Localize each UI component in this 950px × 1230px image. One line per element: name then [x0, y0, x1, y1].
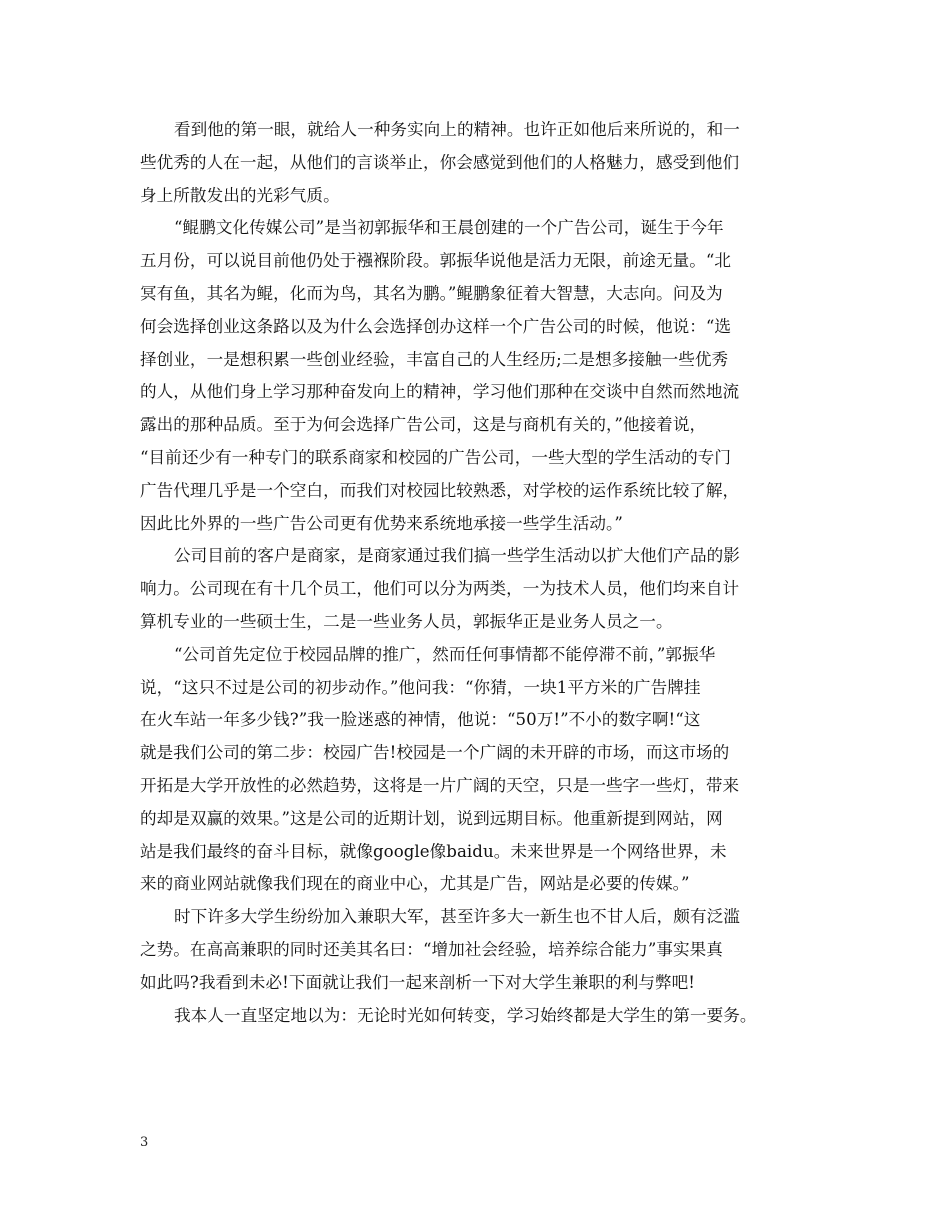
text-line: “公司首先定位于校园品牌的推广，然而任何事情都不能停滞不前，”郭振华: [174, 644, 716, 664]
page-number: 3: [140, 1135, 149, 1150]
text-line: 何会选择创业这条路以及为什么会选择创办这样一个广告公司的时候，他说：“选: [140, 316, 732, 336]
text-line: 身上所散发出的光彩气质。: [140, 185, 340, 205]
text-line: 之势。在高高兼职的同时还美其名曰：“增加社会经验，培养综合能力”事实果真: [140, 939, 723, 959]
text-line: 的人，从他们身上学习那种奋发向上的精神，学习他们那种在交谈中自然而然地流: [140, 382, 740, 402]
text-line: 如此吗?我看到未必!下面就让我们一起来剖析一下对大学生兼职的利与弊吧!: [140, 972, 695, 992]
text-line: 五月份，可以说目前他仍处于襁褓阶段。郭振华说他是活力无限，前途无量。“北: [140, 251, 732, 271]
text-line: 站是我们最终的奋斗目标，就像google像baidu。未来世界是一个网络世界，未: [140, 841, 727, 861]
text-line: 广告代理几乎是一个空白，而我们对校园比较熟悉，对学校的运作系统比较了解，: [140, 480, 740, 500]
text-line: 因此比外界的一些广告公司更有优势来系统地承接一些学生活动。”: [140, 513, 623, 533]
text-line: 响力。公司现在有十几个员工，他们可以分为两类，一为技术人员，他们均来自计: [140, 579, 740, 599]
text-line: 公司目前的客户是商家，是商家通过我们搞一些学生活动以扩大他们产品的影: [174, 546, 740, 566]
text-line: 开拓是大学开放性的必然趋势，这将是一片广阔的天空，只是一些字一些灯，带来: [140, 775, 740, 795]
text-line: 的却是双赢的效果。”这是公司的近期计划，说到远期目标。他重新提到网站，网: [140, 808, 723, 828]
text-line: 我本人一直坚定地以为：无论时光如何转变，学习始终都是大学生的第一要务。: [174, 1005, 757, 1025]
text-line: 来的商业网站就像我们现在的商业中心，尤其是广告，网站是必要的传媒。”: [140, 874, 690, 894]
text-line: 冥有鱼，其名为鲲，化而为鸟，其名为鹏。”鲲鹏象征着大智慧，大志向。问及为: [140, 283, 723, 303]
body-text: [140, 114, 812, 1032]
text-line: 露出的那种品质。至于为何会选择广告公司，这是与商机有关的，”他接着说，: [140, 415, 707, 435]
text-line: 算机专业的一些硕士生，二是一些业务人员，郭振华正是业务人员之一。: [140, 611, 673, 631]
text-line: 在火车站一年多少钱?”我一脸迷惑的神情，他说：“50万!”不小的数字啊!“这: [140, 710, 701, 730]
text-line: 说，“这只不过是公司的初步动作。”他问我：“你猜，一块1平方米的广告牌挂: [140, 677, 701, 697]
text-line: 择创业，一是想积累一些创业经验，丰富自己的人生经历;二是想多接触一些优秀: [140, 349, 729, 369]
text-line: 些优秀的人在一起，从他们的言谈举止，你会感觉到他们的人格魅力，感受到他们: [140, 152, 740, 172]
text-line: 看到他的第一眼，就给人一种务实向上的精神。也许正如他后来所说的，和一: [174, 120, 740, 139]
text-line: “目前还少有一种专门的联系商家和校园的广告公司，一些大型的学生活动的专门: [140, 447, 732, 467]
text-line: 就是我们公司的第二步：校园广告!校园是一个广阔的未开辟的市场，而这市场的: [140, 743, 730, 763]
text-line: “鲲鹏文化传媒公司”是当初郭振华和王晨创建的一个广告公司，诞生于今年: [174, 218, 724, 238]
text-line: 时下许多大学生纷纷加入兼职大军，甚至许多大一新生也不甘人后，颇有泛滥: [174, 907, 740, 927]
